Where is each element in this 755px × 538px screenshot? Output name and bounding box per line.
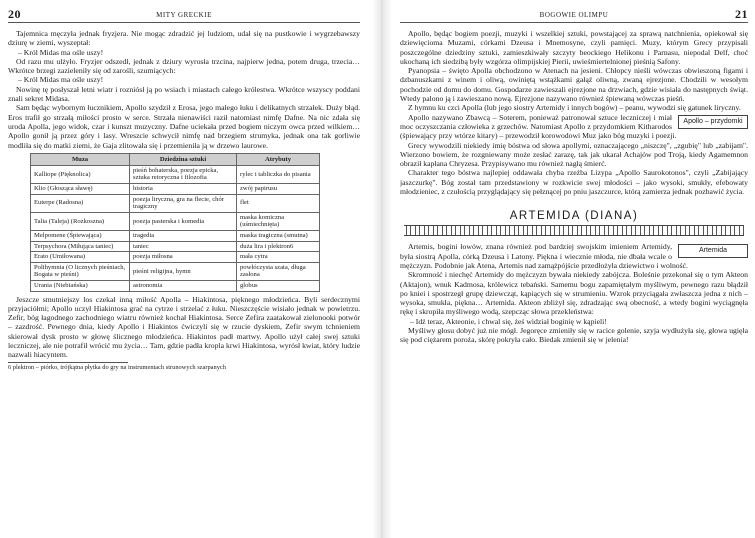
table-cell: Talia (Taleja) (Rozkoszna) xyxy=(31,212,130,230)
table-cell: duża lira i plektron6 xyxy=(237,241,320,252)
muses-table-header-row xyxy=(31,153,320,165)
right-running-head: BOGOWIE OLIMPU xyxy=(539,11,609,19)
table-cell: poezja miłosna xyxy=(130,252,237,263)
table-row xyxy=(31,212,320,230)
left-page-body xyxy=(8,29,360,371)
paragraph: Od razu mu ulżyło. Fryzjer odszedł, jednak z dziury wyrosła trzcina, najpierw jedna, potem druga, trzecia… Wkrótce brzegi zazieleniły się od zarośli, szumiących: xyxy=(8,56,360,76)
paragraph: Artemis, bogini łowów, znana również pod bardziej swojskim imieniem Artemidy, była siostrą Apolla, córką Dzeusa i Latony. Piękna i wiecznie młoda, nie dbała wcale o mężczyzn. Podobnie jak Atena, Artemis nad zamążpójście przedłożyła dziewictwo i wolność. xyxy=(400,242,688,270)
footnote-text: 6 plektron – piórko, trójkątna płytka do gry na instrumentach strunowych szarpanych xyxy=(8,363,226,371)
table-cell: tragedia xyxy=(130,231,237,242)
paragraph: – Król Midas ma ośle uszy! xyxy=(18,75,104,85)
table-row xyxy=(31,252,320,263)
table-cell: poezja pasterska i komedia xyxy=(130,212,237,230)
table-header-cell: Dziedzina sztuki xyxy=(130,153,237,165)
right-page-body xyxy=(400,29,748,345)
table-row xyxy=(31,262,320,280)
table-row xyxy=(31,241,320,252)
table-cell: pieśń bohaterska, poezja epicka, sztuka retoryczna i filozofia xyxy=(130,165,237,183)
right-paragraphs-top xyxy=(400,29,748,113)
right-page xyxy=(400,8,748,533)
table-cell: taniec xyxy=(130,241,237,252)
table-row xyxy=(31,165,320,183)
table-cell: poezja liryczna, gra na flecie, chór tragiczny xyxy=(130,194,237,212)
greek-key-ornament xyxy=(404,225,744,236)
sidebox-apollo-epithets: Apollo – przydomki xyxy=(678,115,748,129)
table-cell: powłóczysta szata, długa zasłona xyxy=(237,262,320,280)
left-page-header xyxy=(8,8,360,23)
left-page-number: 20 xyxy=(8,8,21,21)
table-header-cell: Muza xyxy=(31,153,130,165)
paragraph: Charakter tego bóstwa najlepiej oddawała chyba rzeźba Lizypa „Apollo Saurokotonos", czyli „Zabijający jaszczurkę". Bóg został tam przedstawiony w rozkwicie swej młodości – jako wysoki, smukły, efebowaty młodzieniec, z czułością przyglądający się pełznącej po pniu jaszczurce, którą zamierza jednak pozbawić życia. xyxy=(400,168,748,197)
paragraph: Jeszcze smutniejszy los czekał inną miłość Apolla – Hiakintosa, pięknego młodzieńca. Byli serdecznymi przyjaciółmi; Apollo uczył Hiakintosa grać na cytrze i strzelać z łuku. Nieszczęście wisiało jednak w powietrzu. Zefir, bóg łagodnego zachodniego wiatru również kochał Hiakintosa. Serce Zefira zaatakował zielonooki potwór – zazdrość. Pewnego dnia, kiedy Apollo i Hiakintos ćwiczyli się w rzucie dyskiem, Zefir swym tchnieniem skierował dysk prosto w głowę ślicznego młodzieńca. Hiakintos padł martwy. Apollo użył całej swej sztuki leczniczej, ale nie potrafił wrócić mu życia… Tam, gdzie padła kropla krwi Hiakintosa, wyrósł kwiat, który ludzie nazwali hiacyntem. xyxy=(8,294,360,360)
left-paragraphs-before-table xyxy=(8,29,360,150)
table-cell: flet xyxy=(237,194,320,212)
table-cell: historia xyxy=(130,184,237,195)
table-cell: globus xyxy=(237,280,320,291)
paragraph: Tajemnica męczyła jednak fryzjera. Nie mogąc zdradzić jej ludziom, udał się na pustkowie i wygrzebawszy dziurę w ziemi, wyszeptał: xyxy=(8,29,360,48)
table-cell: Erato (Umiłowana) xyxy=(31,252,130,263)
paragraph: – Król Midas ma ośle uszy! xyxy=(18,47,104,57)
left-page xyxy=(8,8,360,533)
table-row xyxy=(31,280,320,291)
muses-table xyxy=(30,153,320,292)
book-gutter xyxy=(372,0,392,538)
footnote xyxy=(8,362,226,371)
section-title-artemida: ARTEMIDA (DIANA) xyxy=(509,210,639,223)
table-cell: maska tragiczna (smutna) xyxy=(237,231,320,242)
paragraph: Nowinę tę posłyszał letni wiatr i rozniósł ją po wsiach i miastach całego królestwa. Wkrótce wszyscy poddani znali sekret Midasa. xyxy=(8,84,360,104)
right-page-header xyxy=(400,8,748,23)
table-cell: Klio (Głosząca sławę) xyxy=(31,184,130,195)
table-row xyxy=(31,184,320,195)
left-paragraphs-after-table xyxy=(8,295,360,360)
right-page-number: 21 xyxy=(735,8,748,21)
table-row xyxy=(31,231,320,242)
paragraph: Pyanopsia – święto Apolla obchodzono w Atenach na jesieni. Chłopcy nieśli wówczas obwieszoną figami i dzbanuszkami z winem i oliwą, owiniętą wstążkami gałąź oliwną, zwaną ejrezjone. Chodzili w wesołym pochodzie od domu do domu. Gospodarze zawieszali ejrezjone na drzwiach, gdzie wisiała do następnych świąt. Wtedy palono ją i zawieszano nową. Ejrezjone nazywano również śpiewaną wówczas pieśń. xyxy=(400,66,748,104)
paragraph: Myśliwy głosu dobyć już nie mógł. Jegoręce zmieniły się w racice golenie, szyja wydłużyła się, głowa ugięła się pod ciężarem poroża, skórę pokryła cało. Biedak zmienił się w jelenia! xyxy=(400,326,748,345)
paragraph: Apollo nazywano Zbawcą – Soterem, ponieważ patronował sztuce leczniczej i miał moc oczyszczania człowieka z grzechów. Natomiast Apollo z przydomkiem Kitharodos (śpiewający przy wtórze kitary) – przewodził korowodowi Muz jako bóg muzyki i poezji. xyxy=(400,112,677,141)
table-header-cell: Atrybuty xyxy=(237,153,320,165)
muses-table-body xyxy=(31,165,320,291)
paragraph: Apollo, będąc bogiem poezji, muzyki i wszelkiej sztuki, powstającej za sprawą natchnienia, opiekował się dziewięcioma Muzami, córkami Dzeusa i Mnemosyne, czyli pamięci. Muzy, którym Grecy przypisali poszczególne dziedziny sztuki, zamieszkiwały szczyty beockiego Helikonu i Parnasu, niepodal Delf, choć ukochaną ich siedzibą były wzgórza olimpijskiej Pierii, uwieśmiertelnionej pieśnią Safony. xyxy=(400,29,748,66)
table-cell: Melpomene (Śpiewająca) xyxy=(31,231,130,242)
table-row xyxy=(31,194,320,212)
paragraph: Z hymnu ku czci Apolla (lub jego siostry Artemidy i innych bogów) – peanu, wywodzi się gatunek liryczny. xyxy=(408,103,741,113)
table-cell: mała cytra xyxy=(237,252,320,263)
left-running-head: MITY GRECKIE xyxy=(156,11,212,19)
table-cell: Polihymnia (O licznych pieśniach, Bogata w pieśni) xyxy=(31,262,130,280)
table-cell: Kalliope (Pięknolica) xyxy=(31,165,130,183)
paragraph: Skromność i niechęć Artemidy do mężczyzn bywała niekiedy zabójcza. Boleśnie przekonał się o tym Akteon (Aktajon), wnuk Kadmosa, królewicz tebański. Samemu bogu zapamiętałym myśliwym, pewnego razu błądził po kniei i spostrzegł grupę dziewcząt, kąpiących się w strumieniu. Wzrok przyciągała zwłaszcza jedna z nich – wysoka, smukła, piękna… Artemida. Akteon zbliżył się, zdradzając swą obecność, a wtedy bogini wyciągnęła rękę i skropiła myśliwego wodą, szepcząc słowa przekleństwa: xyxy=(400,270,748,317)
paragraph: Grecy wywodzili niekiedy imię bóstwa od słowa apollymi, oznaczającego „niszczę", „zgubię" lub „zabijam". Wierzono bowiem, że rozgniewany może zesłać zarazę, tak jak ukarał Achajów pod Troją, kiedy Agamemnon obraził kapłana Chryzesa. Przypisywano mu również nagłą śmierć. xyxy=(400,140,748,169)
table-cell: Urania (Niebiańska) xyxy=(31,280,130,291)
paragraph: – Idź teraz, Akteonie, i chwal się, żeś widział boginię w kąpieli! xyxy=(410,316,607,326)
table-cell: astronomia xyxy=(130,280,237,291)
sidebox-artemida: Artemida xyxy=(678,244,748,258)
table-cell: maska komiczna (uśmiechnięta) xyxy=(237,212,320,230)
table-cell: pieśni religijna, hymn xyxy=(130,262,237,280)
table-cell: rylec i tabliczka do pisania xyxy=(237,165,320,183)
table-cell: Euterpe (Radosna) xyxy=(31,194,130,212)
table-cell: Terpsychora (Miłująca taniec) xyxy=(31,241,130,252)
table-cell: zwój papirusu xyxy=(237,184,320,195)
paragraph: Sam będąc wybornym łucznikiem, Apollo szydził z Erosa, jego małego łuku i delikatnych strzałek. Duży błąd. Eros trafił go strzałą miłości prosto w serce. Strzała nienawiści raził natomiast nimfę Dafne. Na nic zdała się uroda Apolla, jego widok, czar i kunszt muzyczny. Dafne uciekała przed bogiem niczym owca przed wilkiem… Apollo gonił ją przez góry i lasy. Wreszcie schwycił nimfę nad brzegiem strumyka, jednak ona tak gorliwie modliła się do matki ziemi, że Gaja zlitowała się i przemieniła ją w drzewo laurowe. xyxy=(8,103,360,150)
